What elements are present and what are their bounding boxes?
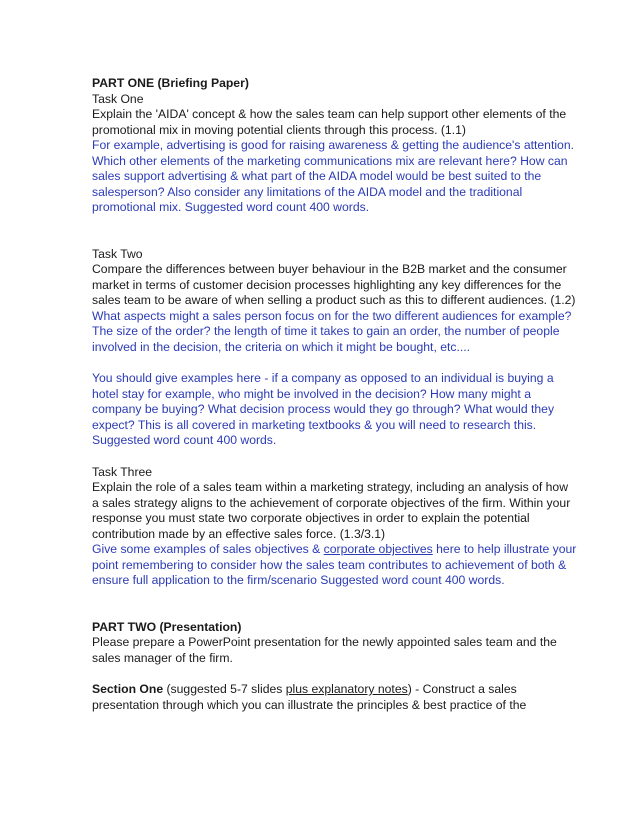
task-one-guidance: For example, advertising is good for raising awareness & getting the audience's attention. Which other elements of the marketing communications mix are relevant here? How can sales support advertising & what part of the AIDA model would be best suited to the salesperson? Also consider any limitations of the AIDA model and the traditional promotional mix. Suggested word count 400 words. bbox=[92, 138, 574, 214]
part-one-heading: PART ONE (Briefing Paper) bbox=[92, 76, 249, 90]
task-three-guidance bbox=[92, 542, 578, 589]
task-three-brief: Explain the role of a sales team within a marketing strategy, including an analysis of how a sales strategy aligns to the achievement of corporate objectives of the firm. Within your response you must state two corporate objectives in order to explain the potential contribution made by an effective sales force. (1.3/3.1) bbox=[92, 480, 571, 541]
spacer bbox=[92, 216, 578, 247]
task-three-guidance-post: here to help illustrate your point remembering to consider how the sales team contributes to achievement of both & ensure full application to the firm/scenario Suggested word count 400 words. bbox=[92, 542, 577, 587]
task-two-title: Task Two bbox=[92, 246, 143, 261]
task-three-title: Task Three bbox=[92, 464, 153, 479]
task-one-brief: Explain the 'AIDA' concept & how the sales team can help support other elements of the promotional mix in moving potential clients through this process. (1.1) bbox=[92, 107, 567, 137]
section-one-label: Section One bbox=[92, 682, 164, 696]
task-two-guidance-2: You should give examples here - if a company as opposed to an individual is buying a hotel stay for example, who might be involved in the decision? How many might a company be buying? What decision process would they go through? What would they expect? This is all covered in marketing textbooks & you will need to research this. Suggested word count 400 words. bbox=[92, 371, 555, 447]
spacer bbox=[92, 355, 578, 371]
spacer bbox=[92, 666, 578, 682]
section-one-pre: (suggested 5-7 slides bbox=[163, 682, 286, 696]
corporate-objectives-link[interactable]: corporate objectives bbox=[323, 542, 433, 556]
section-one-underlined: plus explanatory notes bbox=[285, 682, 408, 696]
task-one-title: Task One bbox=[92, 91, 144, 106]
part-two-heading-sub: (Presentation) bbox=[159, 619, 242, 634]
part-two-heading-main: PART TWO bbox=[92, 619, 157, 634]
part-two-intro: Please prepare a PowerPoint presentation for the newly appointed sales team and the sales manager of the firm. bbox=[92, 635, 557, 665]
spacer bbox=[92, 589, 578, 620]
part-two-heading bbox=[92, 620, 578, 636]
section-one-paragraph bbox=[92, 682, 578, 713]
section-one-post: ) - Construct a sales presentation through which you can illustrate the principles & best practice of the bbox=[92, 682, 527, 712]
task-two-brief: Compare the differences between buyer behaviour in the B2B market and the consumer market in terms of customer decision processes highlighting any key differences for the sales team to be aware of when selling a product such as this to different audiences. (1.2) bbox=[92, 262, 576, 307]
task-two-guidance-1: What aspects might a sales person focus on for the two different audiences for example? The size of the order? the length of time it takes to gain an order, the number of people involved in the decision, the criteria on which it might be bought, etc.... bbox=[92, 308, 572, 354]
task-three-guidance-pre: Give some examples of sales objectives & bbox=[92, 542, 324, 556]
spacer bbox=[92, 449, 578, 465]
